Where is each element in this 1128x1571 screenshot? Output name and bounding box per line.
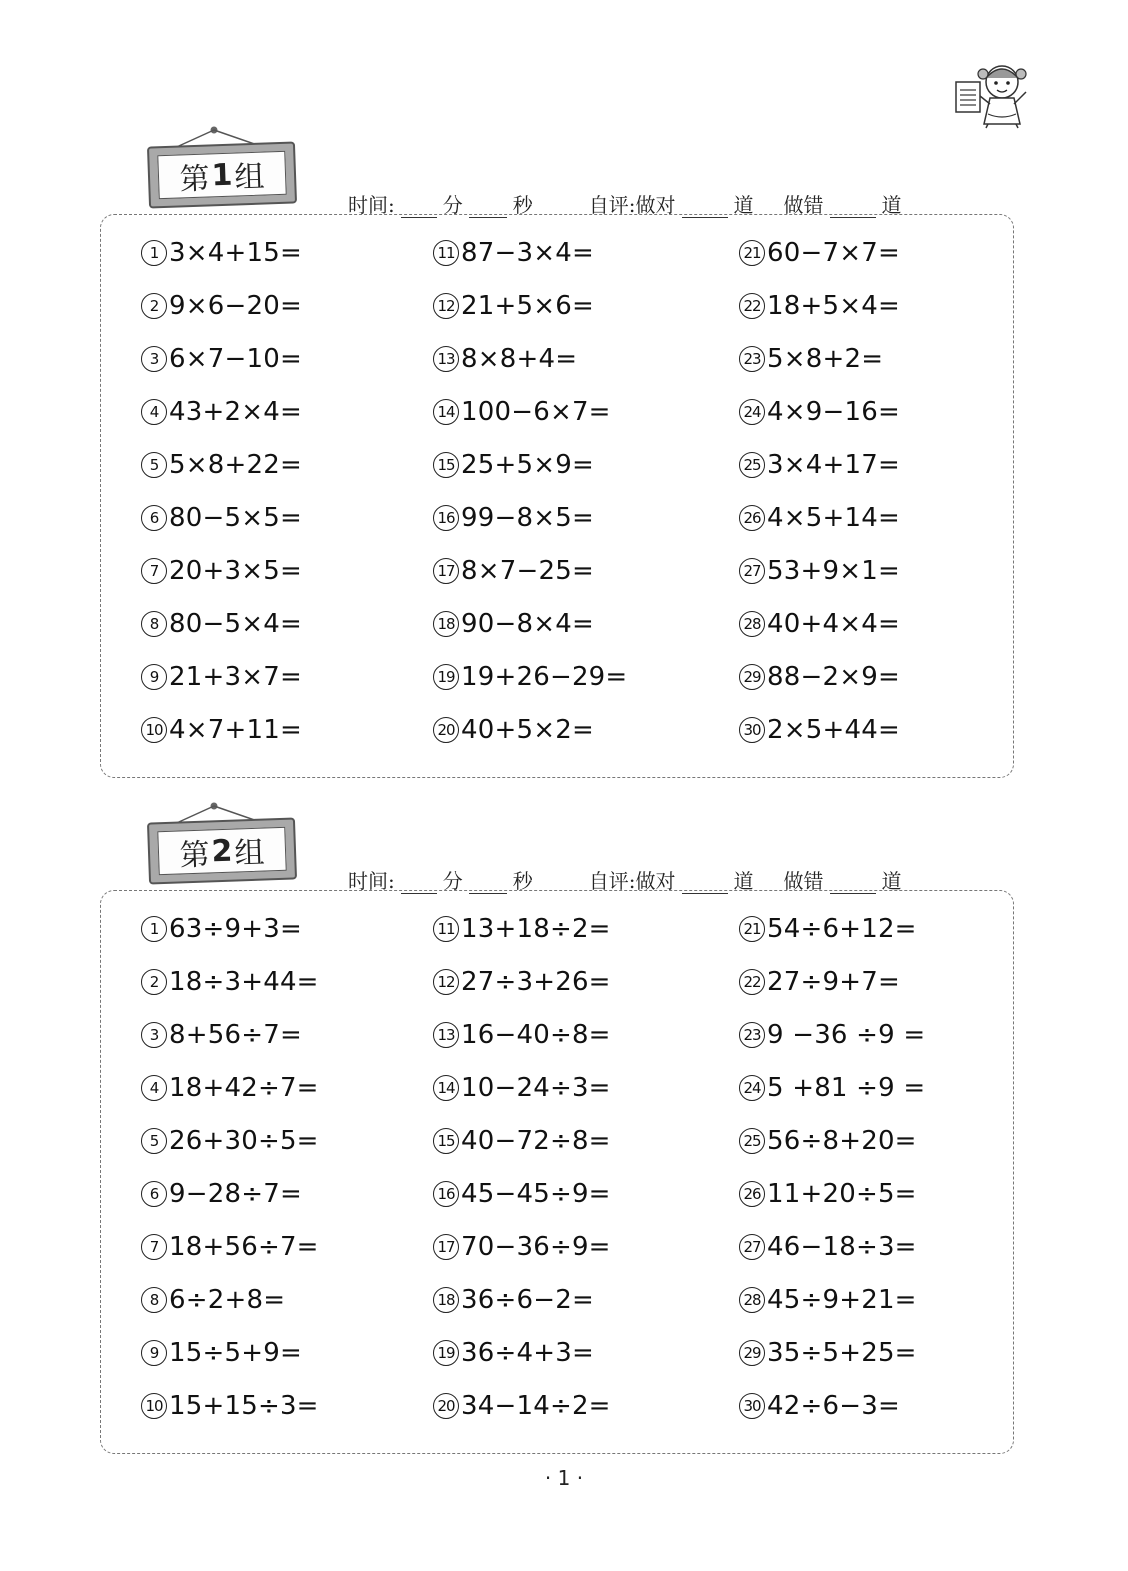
sign-board	[147, 141, 297, 208]
problem-expression: 43+2×4=	[169, 397, 302, 427]
problem-item	[141, 390, 302, 434]
problem-item	[141, 960, 319, 1004]
problem-number-badge: 18	[433, 1287, 459, 1313]
problem-item	[739, 708, 900, 752]
problem-expression: 42÷6−3=	[767, 1391, 900, 1421]
problem-item	[433, 390, 611, 434]
group-label-number: 2	[210, 833, 234, 869]
group-1-title	[157, 151, 286, 199]
mascot-illustration	[952, 58, 1036, 130]
exercise-group-1	[100, 132, 1018, 792]
problem-number-badge: 11	[433, 916, 459, 942]
problem-expression: 60−7×7=	[767, 238, 900, 268]
problem-item	[433, 496, 594, 540]
problem-expression: 10−24÷3=	[461, 1073, 611, 1103]
problem-expression: 63÷9+3=	[169, 914, 302, 944]
problem-number-badge: 22	[739, 293, 765, 319]
problem-expression: 90−8×4=	[461, 609, 594, 639]
problem-item	[433, 284, 594, 328]
problem-number-badge: 14	[433, 1075, 459, 1101]
problem-item	[433, 1172, 611, 1216]
group-2-problem-box	[100, 890, 1014, 1454]
problem-item	[739, 907, 917, 951]
problem-item	[141, 337, 302, 381]
problem-item	[141, 1013, 302, 1057]
problem-expression: 53+9×1=	[767, 556, 900, 586]
problem-number-badge: 1	[141, 240, 167, 266]
problem-number-badge: 20	[433, 717, 459, 743]
problem-item	[141, 496, 302, 540]
problem-number-badge: 1	[141, 916, 167, 942]
problem-expression: 36÷4+3=	[461, 1338, 594, 1368]
problem-expression: 27÷9+7=	[767, 967, 900, 997]
problem-expression: 5 +81 ÷9 =	[767, 1073, 926, 1103]
problem-number-badge: 30	[739, 717, 765, 743]
problem-number-badge: 23	[739, 346, 765, 372]
wrong-label: 做错	[783, 869, 824, 893]
problem-item	[141, 1331, 302, 1375]
problem-item	[739, 1066, 925, 1110]
problem-number-badge: 29	[739, 664, 765, 690]
problem-expression: 4×7+11=	[169, 715, 302, 745]
problem-expression: 45−45÷9=	[461, 1179, 611, 1209]
problem-expression: 40+4×4=	[767, 609, 900, 639]
problem-expression: 34−14÷2=	[461, 1391, 611, 1421]
problem-expression: 18+56÷7=	[169, 1232, 319, 1262]
problem-expression: 27÷3+26=	[461, 967, 611, 997]
problem-expression: 36÷6−2=	[461, 1285, 594, 1315]
problem-number-badge: 11	[433, 240, 459, 266]
problem-item	[433, 443, 594, 487]
problem-number-badge: 24	[739, 399, 765, 425]
problem-number-badge: 22	[739, 969, 765, 995]
problem-item	[739, 231, 900, 275]
problem-number-badge: 16	[433, 1181, 459, 1207]
problem-expression: 18+5×4=	[767, 291, 900, 321]
problem-number-badge: 13	[433, 1022, 459, 1048]
problem-item	[433, 1013, 611, 1057]
problem-expression: 21+5×6=	[461, 291, 594, 321]
problem-expression: 6×7−10=	[169, 344, 302, 374]
problem-item	[739, 1384, 900, 1428]
problem-number-badge: 21	[739, 916, 765, 942]
group-1-problem-box	[100, 214, 1014, 778]
problem-number-badge: 17	[433, 1234, 459, 1260]
problem-expression: 20+3×5=	[169, 556, 302, 586]
problem-item	[433, 655, 627, 699]
problem-number-badge: 24	[739, 1075, 765, 1101]
problem-item	[739, 1119, 917, 1163]
problem-expression: 25+5×9=	[461, 450, 594, 480]
problem-item	[739, 1331, 917, 1375]
problem-number-badge: 20	[433, 1393, 459, 1419]
problem-number-badge: 2	[141, 969, 167, 995]
problem-number-badge: 19	[433, 1340, 459, 1366]
problem-number-badge: 15	[433, 1128, 459, 1154]
problem-expression: 15+15÷3=	[169, 1391, 319, 1421]
problem-item	[433, 602, 594, 646]
problem-item	[433, 1066, 611, 1110]
group-2-title	[157, 827, 286, 875]
problem-expression: 11+20÷5=	[767, 1179, 917, 1209]
time-label: 时间:	[348, 193, 395, 217]
problem-number-badge: 2	[141, 293, 167, 319]
problem-number-badge: 27	[739, 1234, 765, 1260]
problem-expression: 40+5×2=	[461, 715, 594, 745]
problem-number-badge: 12	[433, 293, 459, 319]
problem-item	[141, 1066, 319, 1110]
problem-expression: 4×9−16=	[767, 397, 900, 427]
problem-item	[433, 1278, 594, 1322]
problem-item	[739, 602, 900, 646]
problem-expression: 15÷5+9=	[169, 1338, 302, 1368]
sign-board	[147, 817, 297, 884]
correct-unit: 道	[733, 193, 754, 217]
problem-item	[739, 337, 883, 381]
problem-item	[739, 443, 900, 487]
problem-number-badge: 4	[141, 1075, 167, 1101]
group-1-label-sign	[148, 126, 298, 206]
problem-item	[141, 602, 302, 646]
problem-item	[141, 1278, 285, 1322]
problem-item	[141, 1119, 319, 1163]
wrong-label: 做错	[783, 193, 824, 217]
problem-item	[141, 549, 302, 593]
problem-item	[433, 1384, 611, 1428]
problem-expression: 4×5+14=	[767, 503, 900, 533]
problem-expression: 13+18÷2=	[461, 914, 611, 944]
problem-expression: 3×4+15=	[169, 238, 302, 268]
problem-expression: 35÷5+25=	[767, 1338, 917, 1368]
group-2-label-sign	[148, 802, 298, 882]
problem-number-badge: 29	[739, 1340, 765, 1366]
problem-number-badge: 7	[141, 558, 167, 584]
problem-item	[739, 390, 900, 434]
group-label-suffix: 组	[233, 159, 266, 196]
problem-item	[141, 231, 302, 275]
problem-number-badge: 30	[739, 1393, 765, 1419]
problem-number-badge: 16	[433, 505, 459, 531]
problem-number-badge: 6	[141, 1181, 167, 1207]
problem-number-badge: 25	[739, 452, 765, 478]
problem-item	[433, 337, 577, 381]
problem-item	[739, 1278, 917, 1322]
problem-expression: 56÷8+20=	[767, 1126, 917, 1156]
problem-number-badge: 28	[739, 611, 765, 637]
problem-number-badge: 26	[739, 505, 765, 531]
group-label-prefix: 第	[179, 161, 211, 198]
problem-item	[739, 549, 900, 593]
exercise-group-2	[100, 808, 1018, 1468]
correct-unit: 道	[733, 869, 754, 893]
problem-expression: 2×5+44=	[767, 715, 900, 745]
problem-expression: 16−40÷8=	[461, 1020, 611, 1050]
problem-expression: 19+26−29=	[461, 662, 628, 692]
problem-number-badge: 9	[141, 664, 167, 690]
problem-number-badge: 12	[433, 969, 459, 995]
problem-item	[433, 907, 611, 951]
problem-expression: 3×4+17=	[767, 450, 900, 480]
problem-number-badge: 7	[141, 1234, 167, 1260]
problem-item	[739, 1013, 925, 1057]
problem-number-badge: 10	[141, 717, 167, 743]
problem-expression: 40−72÷8=	[461, 1126, 611, 1156]
problem-expression: 80−5×4=	[169, 609, 302, 639]
problem-item	[141, 1225, 319, 1269]
problem-expression: 21+3×7=	[169, 662, 302, 692]
second-label: 秒	[512, 193, 533, 217]
problem-expression: 8+56÷7=	[169, 1020, 302, 1050]
problem-expression: 9−28÷7=	[169, 1179, 302, 1209]
problem-number-badge: 14	[433, 399, 459, 425]
problem-expression: 8×7−25=	[461, 556, 594, 586]
problem-number-badge: 23	[739, 1022, 765, 1048]
problem-number-badge: 6	[141, 505, 167, 531]
problem-item	[739, 496, 900, 540]
problem-item	[141, 1172, 302, 1216]
problem-number-badge: 8	[141, 611, 167, 637]
problem-expression: 6÷2+8=	[169, 1285, 286, 1315]
problem-item	[433, 960, 611, 1004]
problem-item	[433, 1225, 611, 1269]
problem-number-badge: 13	[433, 346, 459, 372]
group-label-number: 1	[210, 157, 234, 193]
problem-number-badge: 3	[141, 346, 167, 372]
wrong-unit: 道	[881, 869, 902, 893]
problem-item	[141, 284, 302, 328]
problem-expression: 99−8×5=	[461, 503, 594, 533]
problem-number-badge: 8	[141, 1287, 167, 1313]
problem-number-badge: 3	[141, 1022, 167, 1048]
problem-number-badge: 18	[433, 611, 459, 637]
problem-expression: 70−36÷9=	[461, 1232, 611, 1262]
problem-item	[433, 1331, 594, 1375]
problem-item	[739, 1172, 917, 1216]
self-eval-label: 自评:做对	[588, 193, 676, 217]
problem-number-badge: 5	[141, 1128, 167, 1154]
problem-item	[433, 549, 594, 593]
problem-item	[141, 907, 302, 951]
problem-expression: 54÷6+12=	[767, 914, 917, 944]
problem-expression: 5×8+22=	[169, 450, 302, 480]
problem-number-badge: 4	[141, 399, 167, 425]
problem-item	[141, 1384, 319, 1428]
minute-label: 分	[442, 869, 463, 893]
problem-expression: 45÷9+21=	[767, 1285, 917, 1315]
problem-item	[141, 708, 302, 752]
problem-expression: 46−18÷3=	[767, 1232, 917, 1262]
minute-label: 分	[442, 193, 463, 217]
problem-number-badge: 27	[739, 558, 765, 584]
problem-number-badge: 19	[433, 664, 459, 690]
problem-item	[739, 284, 900, 328]
problem-item	[433, 1119, 611, 1163]
problem-expression: 100−6×7=	[461, 397, 611, 427]
problem-item	[739, 1225, 917, 1269]
problem-number-badge: 21	[739, 240, 765, 266]
problem-item	[739, 960, 900, 1004]
problem-number-badge: 9	[141, 1340, 167, 1366]
wrong-unit: 道	[881, 193, 902, 217]
problem-number-badge: 17	[433, 558, 459, 584]
problem-expression: 26+30÷5=	[169, 1126, 319, 1156]
group-label-prefix: 第	[179, 837, 211, 874]
problem-number-badge: 28	[739, 1287, 765, 1313]
problem-expression: 87−3×4=	[461, 238, 594, 268]
problem-number-badge: 15	[433, 452, 459, 478]
problem-item	[141, 655, 302, 699]
problem-number-badge: 10	[141, 1393, 167, 1419]
problem-expression: 88−2×9=	[767, 662, 900, 692]
problem-number-badge: 25	[739, 1128, 765, 1154]
page-number: · 1 ·	[544, 1466, 584, 1490]
problem-expression: 8×8+4=	[461, 344, 578, 374]
problem-expression: 5×8+2=	[767, 344, 884, 374]
second-label: 秒	[512, 869, 533, 893]
problem-number-badge: 5	[141, 452, 167, 478]
problem-expression: 80−5×5=	[169, 503, 302, 533]
problem-expression: 18+42÷7=	[169, 1073, 319, 1103]
problem-expression: 9 −36 ÷9 =	[767, 1020, 926, 1050]
problem-expression: 9×6−20=	[169, 291, 302, 321]
problem-item	[433, 708, 594, 752]
self-eval-label: 自评:做对	[588, 869, 676, 893]
time-label: 时间:	[348, 869, 395, 893]
problem-item	[739, 655, 900, 699]
problem-item	[433, 231, 594, 275]
problem-expression: 18÷3+44=	[169, 967, 319, 997]
problem-item	[141, 443, 302, 487]
problem-number-badge: 26	[739, 1181, 765, 1207]
group-label-suffix: 组	[233, 835, 266, 872]
